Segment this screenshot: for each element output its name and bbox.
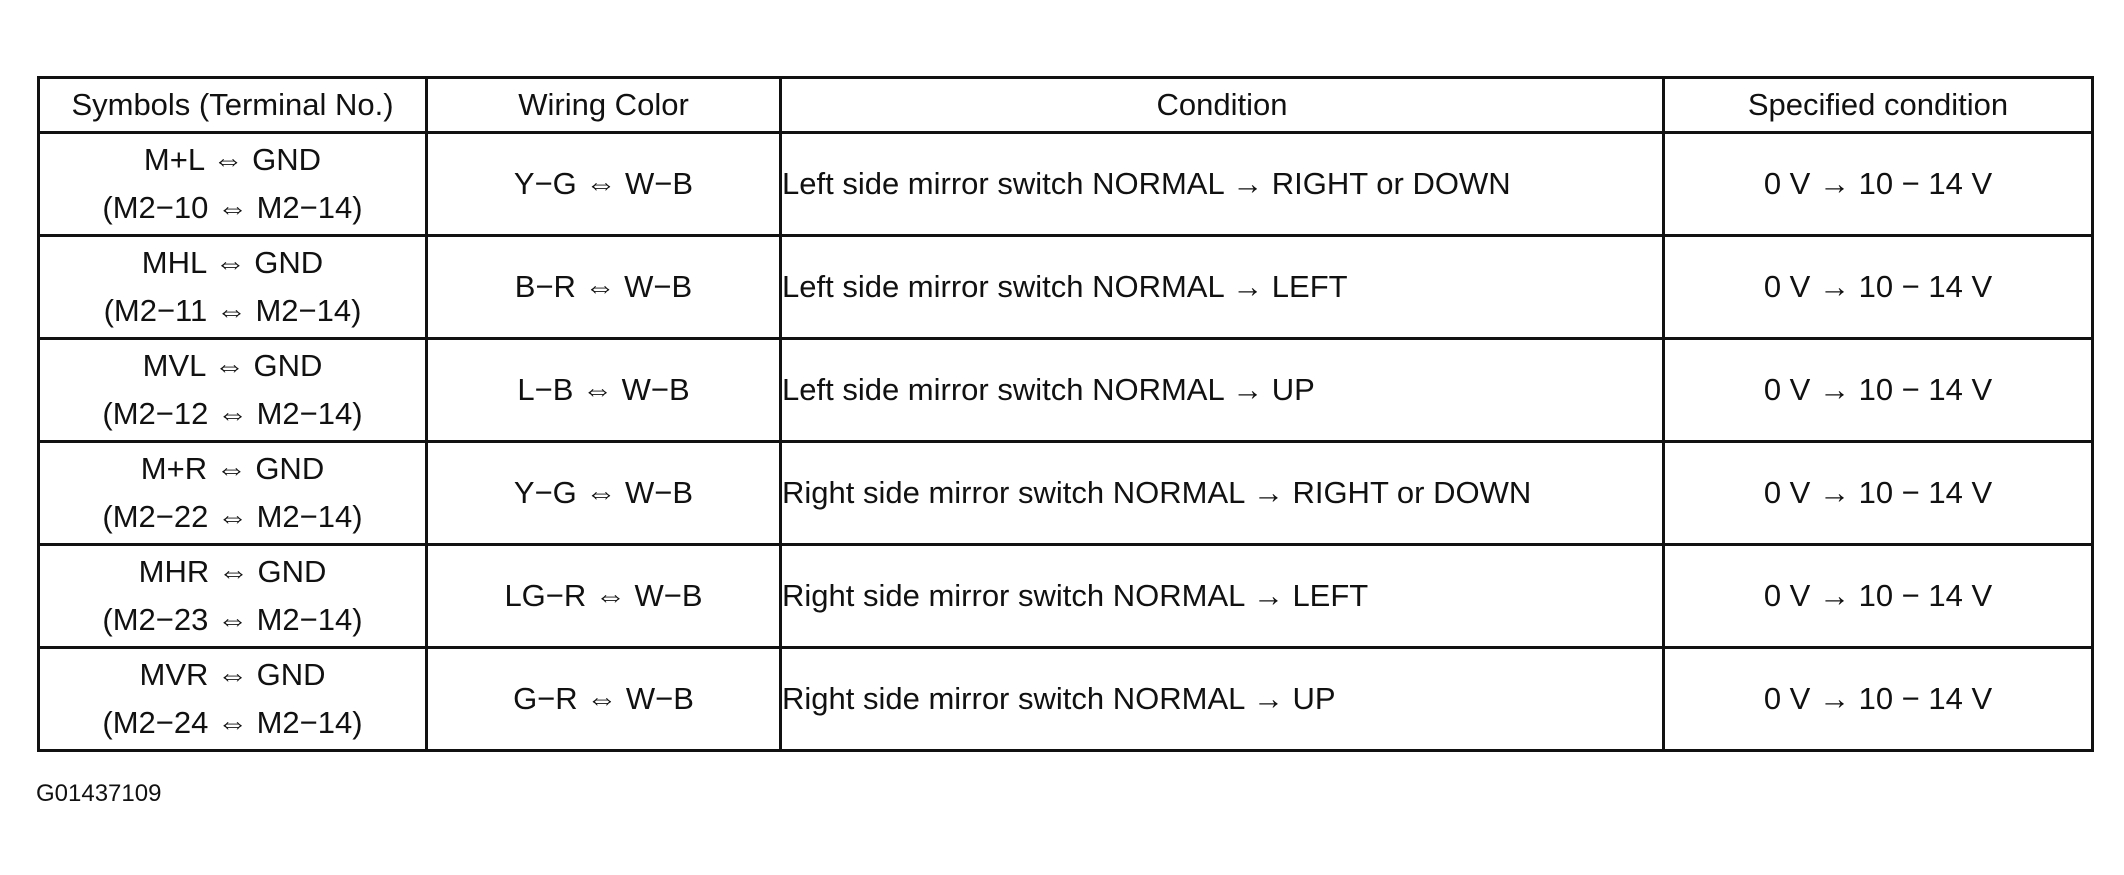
- table-row: [39, 648, 2093, 751]
- symbol-text: M+R ⇔ GND: [140, 450, 325, 486]
- symbol-cell: [39, 339, 427, 442]
- header-wiring-color: Wiring Color: [427, 78, 781, 133]
- terminal-text: (M2−12 ⇔ M2−14): [102, 396, 363, 431]
- symbol-cell: [39, 442, 427, 545]
- terminal-text: (M2−22 ⇔ M2−14): [102, 499, 363, 534]
- header-specified-condition: Specified condition: [1664, 78, 2093, 133]
- wiring-color-cell: B−R ⇔ W−B: [427, 236, 781, 339]
- terminal-text: (M2−24 ⇔ M2−14): [102, 705, 363, 740]
- symbol-text: MVR ⇔ GND: [139, 656, 326, 692]
- specified-condition-cell: 0 V → 10 − 14 V: [1664, 236, 2093, 339]
- condition-cell: Right side mirror switch NORMAL → UP: [781, 648, 1664, 751]
- wiring-color-cell: L−B ⇔ W−B: [427, 339, 781, 442]
- wiring-color-cell: G−R ⇔ W−B: [427, 648, 781, 751]
- condition-cell: Left side mirror switch NORMAL → UP: [781, 339, 1664, 442]
- wiring-color-cell: LG−R ⇔ W−B: [427, 545, 781, 648]
- symbol-cell: [39, 133, 427, 236]
- symbol-cell: [39, 545, 427, 648]
- table-header-row: [39, 78, 2093, 133]
- condition-cell: Left side mirror switch NORMAL → LEFT: [781, 236, 1664, 339]
- table-row: [39, 545, 2093, 648]
- specified-condition-cell: 0 V → 10 − 14 V: [1664, 133, 2093, 236]
- table-row: [39, 133, 2093, 236]
- symbol-cell: [39, 648, 427, 751]
- table-row: [39, 442, 2093, 545]
- figure-id: G01437109: [36, 780, 162, 807]
- header-condition: Condition: [781, 78, 1664, 133]
- symbol-text: M+L ⇔ GND: [143, 141, 322, 177]
- terminal-text: (M2−10 ⇔ M2−14): [102, 190, 363, 225]
- symbol-text: MHR ⇔ GND: [138, 553, 327, 589]
- header-symbols: Symbols (Terminal No.): [39, 78, 427, 133]
- wiring-color-cell: Y−G ⇔ W−B: [427, 133, 781, 236]
- table-row: [39, 339, 2093, 442]
- condition-cell: Right side mirror switch NORMAL → RIGHT or DOWN: [781, 442, 1664, 545]
- terminal-text: (M2−11 ⇔ M2−14): [103, 293, 362, 328]
- specified-condition-cell: 0 V → 10 − 14 V: [1664, 545, 2093, 648]
- specified-condition-cell: 0 V → 10 − 14 V: [1664, 339, 2093, 442]
- terminal-text: (M2−23 ⇔ M2−14): [102, 602, 363, 637]
- specified-condition-cell: 0 V → 10 − 14 V: [1664, 442, 2093, 545]
- table-row: [39, 236, 2093, 339]
- symbol-cell: [39, 236, 427, 339]
- symbol-text: MHL ⇔ GND: [141, 244, 324, 280]
- specified-condition-cell: 0 V → 10 − 14 V: [1664, 648, 2093, 751]
- symbol-text: MVL ⇔ GND: [142, 347, 323, 383]
- condition-cell: Right side mirror switch NORMAL → LEFT: [781, 545, 1664, 648]
- terminal-spec-table: [37, 76, 2094, 752]
- condition-cell: Left side mirror switch NORMAL → RIGHT or DOWN: [781, 133, 1664, 236]
- wiring-color-cell: Y−G ⇔ W−B: [427, 442, 781, 545]
